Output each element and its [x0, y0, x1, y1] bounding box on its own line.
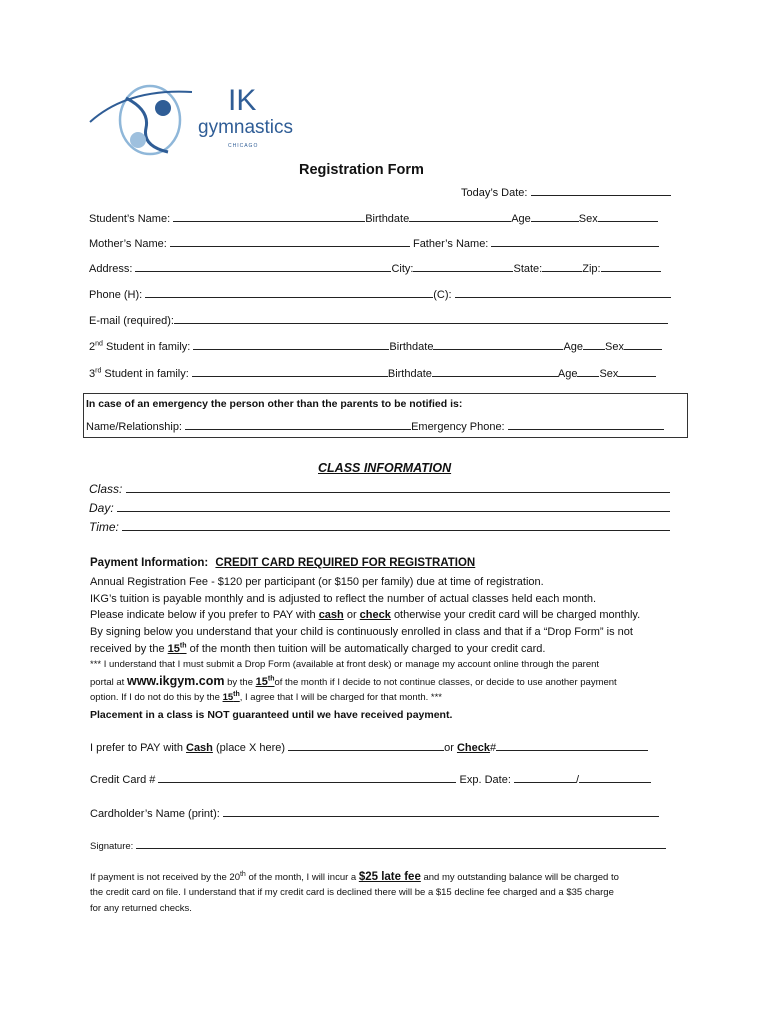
mother-label: Mother’s Name: [89, 238, 167, 250]
student-sex-label: Sex [578, 213, 598, 225]
emergency-heading: In case of an emergency the person other than the parents to be notified is: [86, 398, 463, 410]
payment-day: 15 [167, 643, 180, 655]
payment-line-8b: , I agree that I will be charged for that month. *** [239, 692, 443, 703]
address-label: Address: [89, 263, 133, 275]
payment-line-3b: otherwise your credit card will be charged monthly. [393, 609, 641, 621]
sibling-label: Student in family: [104, 368, 189, 380]
sibling-age-field[interactable] [583, 339, 605, 350]
signature-row [90, 838, 666, 853]
payment-line-4: By signing below you understand that your child is continuously enrolled in class and that if a “Drop Form” is not [90, 626, 633, 638]
city-field[interactable] [413, 261, 513, 272]
sibling-sex-field[interactable] [624, 339, 662, 350]
payment-required: CREDIT CARD REQUIRED FOR REGISTRATION [215, 557, 476, 569]
payment-line-1: Annual Registration Fee - $120 per participant (or $150 per family) due at time of registration. [90, 576, 544, 588]
time-field[interactable] [122, 520, 670, 531]
emergency-row [86, 419, 664, 434]
footer-line-1 [90, 871, 619, 884]
payment-cash: cash [318, 609, 344, 621]
payment-line-7b: by the [227, 677, 253, 688]
logo-letters: IK [228, 84, 257, 117]
student-birthdate-field[interactable] [409, 211, 511, 222]
payment-line-7a: portal at [90, 677, 125, 688]
sibling-sex-field[interactable] [618, 366, 656, 377]
payment-line-7-num [256, 676, 275, 688]
class-label: Class: [89, 482, 123, 496]
footer-a: If payment is not received by the 20 [90, 872, 240, 883]
footer-b: of the month, I will incur a [248, 872, 357, 883]
pay-pref-cash: Cash [186, 742, 213, 754]
payment-day-suffix: th [179, 642, 187, 650]
emergency-name-field[interactable] [185, 419, 411, 430]
payment-line-8-num [223, 692, 240, 703]
student-sex-field[interactable] [598, 211, 658, 222]
class-row [89, 482, 670, 496]
payment-line-7 [90, 675, 617, 689]
address-row [89, 261, 661, 276]
card-exp-year-field[interactable] [579, 772, 651, 783]
payment-line-6: *** I understand that I must submit a Drop Form (available at front desk) or manage my account online through the parent [90, 659, 600, 670]
sibling-row-2 [89, 339, 662, 354]
pay-pref-hash: # [490, 742, 497, 754]
sibling-ordinal-suffix: nd [95, 340, 103, 348]
time-row [89, 520, 670, 534]
email-field[interactable] [174, 313, 668, 324]
student-name-label: Student’s Name: [89, 213, 171, 225]
pay-pref-label: I prefer to PAY with [90, 742, 183, 754]
sibling-age-label: Age [563, 341, 584, 353]
placement-notice: Placement in a class is NOT guaranteed until we have received payment. [90, 709, 453, 721]
payment-line-5b: of the month then tuition will be automatically charged to your credit card. [189, 643, 546, 655]
parents-row [89, 236, 659, 251]
logo-city: CHICAGO [228, 143, 259, 149]
logo [88, 80, 308, 160]
email-label: E-mail (required): [89, 315, 174, 327]
pay-pref-row [90, 740, 648, 755]
student-name-field[interactable] [173, 211, 365, 222]
phone-row [89, 287, 671, 302]
day-label: Day: [89, 501, 114, 515]
pay-pref-or: or [444, 742, 454, 754]
payment-line-8a: option. If I do not do this by the [90, 692, 220, 703]
option-day-suffix: th [233, 690, 240, 698]
footer-line-3: for any returned checks. [90, 903, 192, 914]
portal-day: 15 [255, 676, 268, 688]
emergency-phone-label: Emergency Phone: [411, 421, 505, 433]
logo-name: gymnastics [198, 117, 294, 138]
logo-swirl-icon [88, 80, 198, 160]
phone-cell-field[interactable] [455, 287, 671, 298]
father-label: Father’s Name: [412, 238, 489, 250]
date-row [461, 185, 671, 200]
sibling-ordinal: 3 [89, 368, 96, 380]
payment-check: check [359, 609, 391, 621]
payment-line-5-num [168, 643, 187, 655]
email-row [89, 313, 668, 328]
pay-pref-check: Check [456, 742, 490, 754]
city-label: City: [391, 263, 414, 275]
day-field[interactable] [117, 501, 670, 512]
student-age-label: Age [511, 213, 531, 225]
cardholder-row [90, 806, 659, 821]
date-field[interactable] [531, 185, 671, 196]
form-title: Registration Form [299, 162, 424, 178]
day-row [89, 501, 670, 515]
portal-link[interactable]: www.ikgym.com [126, 674, 225, 688]
sibling-birthdate-field[interactable] [432, 366, 558, 377]
student-birthdate-label: Birthdate [365, 213, 410, 225]
payment-label: Payment Information: [90, 557, 209, 569]
signature-field[interactable] [136, 838, 666, 849]
phone-cell-label: (C): [433, 289, 452, 301]
payment-line-3 [90, 609, 640, 622]
card-row [90, 772, 651, 787]
zip-field[interactable] [601, 261, 661, 272]
option-day: 15 [222, 692, 234, 703]
payment-line-2: IKG’s tuition is payable monthly and is adjusted to reflect the number of actual classes held each month. [90, 593, 597, 605]
footer-sup: th [239, 870, 246, 878]
emergency-name-label: Name/Relationship: [86, 421, 182, 433]
portal-day-suffix: th [267, 675, 275, 683]
payment-or: or [346, 609, 357, 621]
footer-c: and my outstanding balance will be charged to [423, 872, 619, 883]
footer-line-2: the credit card on file. I understand that if my credit card is declined there will be a $15 decline fee charged and a $35 charge [90, 887, 614, 898]
student-age-field[interactable] [531, 211, 579, 222]
student-row [89, 211, 658, 226]
cardholder-label: Cardholder’s Name (print): [90, 808, 220, 820]
sibling-sex-label: Sex [599, 368, 619, 380]
sibling-age-field[interactable] [577, 366, 599, 377]
sibling-name-field[interactable] [192, 366, 388, 377]
sibling-sex-label: Sex [605, 341, 624, 353]
payment-line-3a: Please indicate below if you prefer to PAY with [90, 609, 316, 621]
card-exp-month-field[interactable] [514, 772, 576, 783]
payment-heading [90, 557, 475, 569]
card-number-label: Credit Card # [90, 774, 156, 786]
sibling-age-label: Age [557, 368, 578, 380]
phone-home-field[interactable] [145, 287, 433, 298]
late-fee: $25 late fee [358, 871, 421, 883]
address-field[interactable] [135, 261, 391, 272]
emergency-phone-field[interactable] [508, 419, 664, 430]
sibling-birthdate-label: Birthdate [387, 368, 432, 380]
sibling-birthdate-field[interactable] [433, 339, 563, 350]
sibling-ordinal: 2 [89, 341, 96, 353]
phone-home-label: Phone (H): [89, 289, 143, 301]
zip-label: Zip: [582, 263, 601, 275]
pay-pref-cash-field[interactable] [288, 740, 444, 751]
check-number-field[interactable] [496, 740, 648, 751]
father-field[interactable] [491, 236, 659, 247]
class-field[interactable] [126, 482, 670, 493]
card-exp-slash: / [575, 774, 580, 786]
payment-line-5 [90, 643, 545, 656]
sibling-label: Student in family: [105, 341, 191, 353]
payment-line-7c: of the month if I decide to not continue classes, or decide to use another payment [274, 677, 617, 688]
time-label: Time: [89, 520, 119, 534]
payment-line-5a: received by the [90, 643, 165, 655]
card-exp-label: Exp. Date: [459, 774, 511, 786]
cardholder-field[interactable] [223, 806, 659, 817]
mother-field[interactable] [170, 236, 410, 247]
class-heading: CLASS INFORMATION [318, 461, 452, 475]
card-number-field[interactable] [158, 772, 456, 783]
state-label: State: [513, 263, 543, 275]
sibling-ordinal-suffix: rd [95, 367, 102, 375]
date-label: Today’s Date: [461, 187, 528, 199]
pay-pref-place: (place X here) [215, 742, 286, 754]
signature-label: Signature: [90, 841, 134, 852]
sibling-birthdate-label: Birthdate [389, 341, 434, 353]
sibling-name-field[interactable] [193, 339, 389, 350]
payment-line-8 [90, 692, 442, 704]
state-field[interactable] [542, 261, 582, 272]
sibling-row-3 [89, 366, 656, 381]
